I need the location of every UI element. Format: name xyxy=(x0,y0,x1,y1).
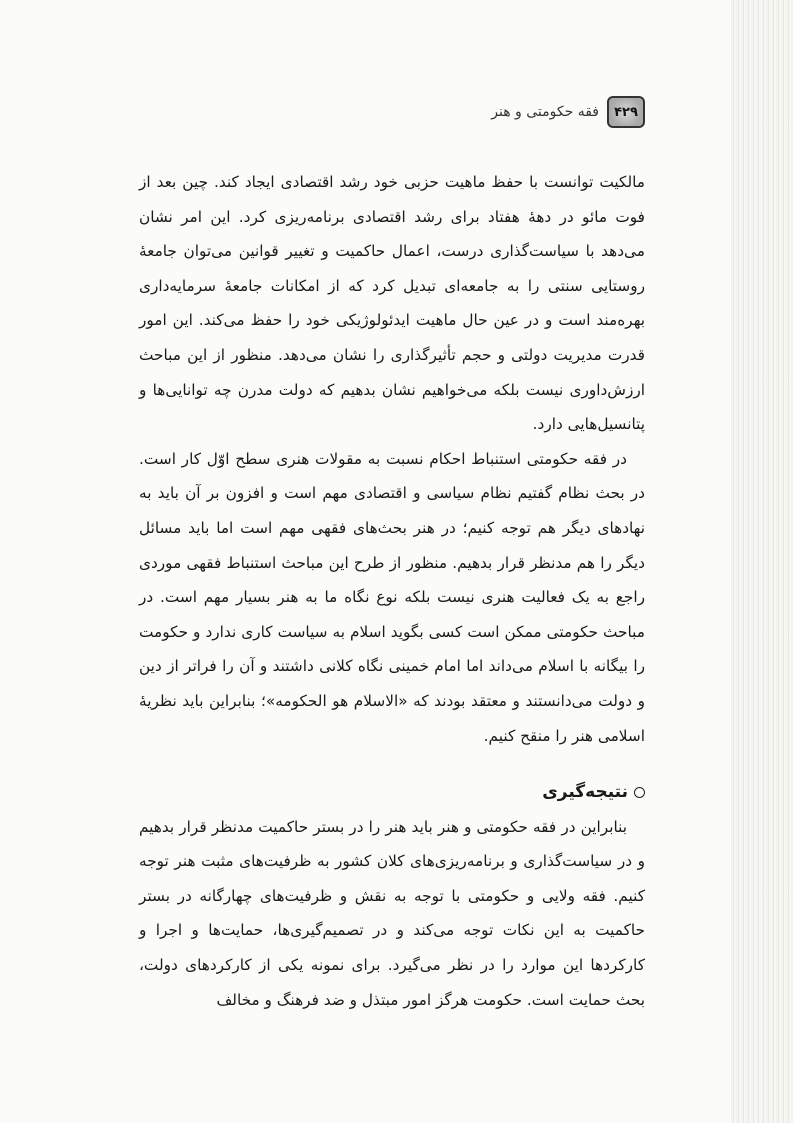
paragraph-2: در فقه حکومتی استنباط احکام نسبت به مقولات هنری سطح اوّل کار است. در بحث نظام گفتیم نظام سیاسی و اقتصادی مهم است و افزون بر آن باید به نهادهای دیگر هم توجه کنیم؛ در هنر بحث‌های فقهی مهم است اما باید مسائل دیگر را هم مدنظر قرار بدهیم. منظور از طرح این مباحث استنباط فقهی موردی راجع به یک فعالیت هنری نیست بلکه نوع نگاه ما به هنر بسیار مهم است. در مباحث حکومتی ممکن است کسی بگوید اسلام به سیاست کاری ندارد و حکومت را بیگانه با اسلام می‌داند اما امام خمینی نگاه کلانی داشتند و آن را فراتر از دین و دولت می‌دانستند و معتقد بودند که «الاسلام هو الحکومه»؛ بنابراین باید نظریهٔ اسلامی هنر را منقح کنیم. xyxy=(139,449,645,745)
running-title: فقه حکومتی و هنر xyxy=(491,104,599,120)
page-edge-shadow xyxy=(731,0,793,1123)
page-number: ۴۲۹ xyxy=(614,104,638,120)
conclusion-paragraph: بنابراین در فقه حکومتی و هنر باید هنر را در بستر حاکمیت مدنظر قرار بدهیم و در سیاست‌گذاری و برنامه‌ریزی‌های کلان کشور به ظرفیت‌های مثبت هنر توجه کنیم. فقه ولایی و حکومتی با توجه به نقش و ظرفیت‌های چهارگانه در بستر حاکمیت به این نکات توجه می‌کند و در تصمیم‌گیری‌ها، حمایت‌ها و اجرا و کارکردها این موارد را در نظر می‌گیرد. برای نمونه یکی از کارکردهای دولت، بحث حمایت است. حکومت هرگز امور مبتذل و ضد فرهنگ و مخالف xyxy=(139,817,645,1009)
paragraph-1: مالکیت توانست با حفظ ماهیت حزبی خود رشد اقتصادی ایجاد کند. چین بعد از فوت مائو در دههٔ هفتاد برای رشد اقتصادی برنامه‌ریزی کرد. این امر نشان می‌دهد با سیاست‌گذاری درست، اعمال حاکمیت و تغییر قوانین می‌توان جامعهٔ روستایی سنتی را به جامعه‌ای تبدیل کرد که از امکانات جامعهٔ سرمایه‌داری بهره‌مند است و در عین حال ماهیت ایدئولوژیکی خود را حفظ می‌کند. این امور قدرت مدیریت دولتی و حجم تأثیرگذاری را نشان می‌دهد. منظور از این مباحث ارزش‌داوری نیست بلکه می‌خواهیم نشان بدهیم که دولت مدرن چه توانایی‌ها و پتانسیل‌هایی دارد. xyxy=(139,173,645,434)
body-text xyxy=(139,165,645,1017)
section-heading xyxy=(139,775,645,810)
page-number-badge xyxy=(607,96,645,128)
page-header xyxy=(125,92,645,132)
circle-bullet-icon xyxy=(634,787,645,798)
section-heading-text: نتیجه‌گیری xyxy=(542,782,628,803)
